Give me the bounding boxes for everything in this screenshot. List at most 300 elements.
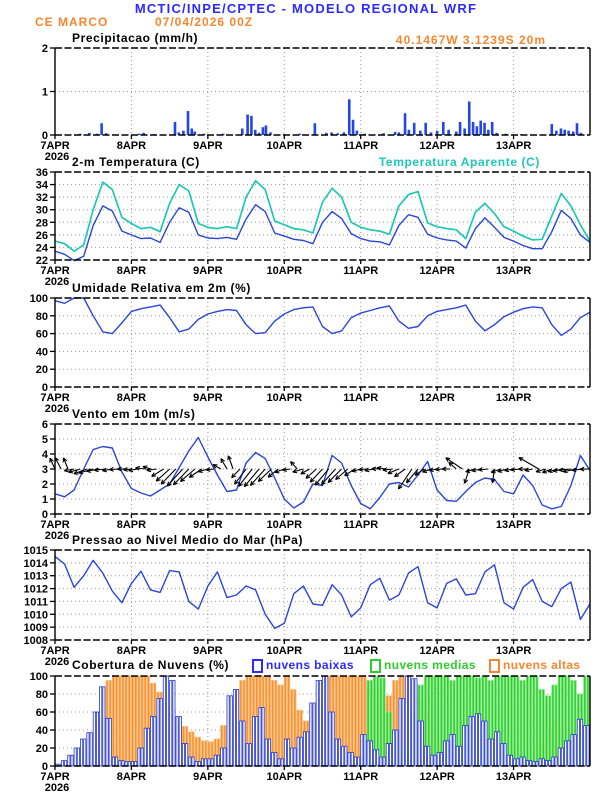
plot-frame bbox=[55, 550, 590, 640]
cloud-bar bbox=[125, 676, 127, 766]
cloud-bar bbox=[539, 690, 541, 767]
precip-bar bbox=[352, 120, 355, 135]
cloud-bar bbox=[469, 717, 471, 767]
cloud-bar bbox=[237, 690, 239, 767]
chart-title-temperature: 2-m Temperatura (C) bbox=[72, 155, 200, 169]
cloud-bar bbox=[466, 726, 468, 767]
cloud-bar bbox=[103, 687, 105, 766]
cloud-bar bbox=[523, 681, 525, 767]
cloud-bar bbox=[256, 717, 258, 767]
wind-vector-head bbox=[446, 458, 450, 459]
cloud-bar bbox=[278, 685, 280, 766]
cloud-bar bbox=[160, 699, 162, 767]
cloud-bar bbox=[517, 759, 519, 766]
cloud-bar bbox=[122, 676, 124, 766]
y-tick-label: 100 bbox=[29, 671, 48, 683]
wind-vector-head bbox=[464, 479, 465, 483]
cloud-bar bbox=[453, 735, 455, 767]
cloud-bar bbox=[434, 755, 436, 766]
cloud-bar bbox=[424, 746, 426, 766]
x-tick-label: 11APR bbox=[343, 519, 379, 531]
cloud-bar bbox=[65, 761, 67, 766]
precip-bar bbox=[550, 124, 553, 135]
y-tick-label: 5 bbox=[41, 434, 48, 446]
precip-bar bbox=[468, 102, 471, 135]
precip-bar bbox=[348, 99, 351, 135]
x-tick-label: 10APR bbox=[266, 519, 303, 531]
cloud-bar bbox=[479, 714, 481, 766]
gridlines bbox=[55, 550, 590, 640]
cloud-bar bbox=[186, 744, 188, 767]
precip-bar bbox=[560, 128, 563, 135]
gridlines bbox=[55, 298, 590, 387]
cloud-bar bbox=[281, 685, 283, 766]
cloud-bar bbox=[151, 717, 153, 767]
cloud-bar bbox=[514, 676, 516, 766]
gridlines bbox=[55, 172, 590, 260]
cloud-bar bbox=[84, 739, 86, 766]
cloud-bar bbox=[370, 741, 372, 766]
cloud-bar bbox=[510, 676, 512, 766]
series-line-press bbox=[55, 556, 590, 628]
x-tick-label: 13APR bbox=[495, 771, 532, 783]
x-tick-label: 11APR bbox=[343, 265, 379, 277]
cloud-bar bbox=[428, 746, 430, 766]
cloud-bar bbox=[555, 685, 557, 766]
plot-frame bbox=[55, 298, 590, 387]
cloud-bar bbox=[380, 678, 382, 766]
cloud-bar bbox=[580, 719, 582, 766]
cloud-bar bbox=[313, 703, 315, 766]
cloud-bar bbox=[310, 703, 312, 766]
cloud-bar bbox=[361, 735, 363, 767]
x-tick-label: 8APR bbox=[116, 265, 147, 277]
cloud-bar bbox=[520, 681, 522, 767]
precip-bar bbox=[314, 123, 317, 135]
cloud-bar bbox=[565, 741, 567, 766]
y-tick-label: 3 bbox=[41, 464, 48, 476]
cloud-bar bbox=[246, 744, 248, 767]
y-axis bbox=[24, 545, 55, 647]
x-tick-label: 8APR bbox=[116, 771, 147, 783]
x-tick-label: 9APR bbox=[193, 140, 223, 152]
cloud-bar bbox=[182, 744, 184, 767]
cloud-bar bbox=[450, 735, 452, 767]
cloud-bar bbox=[533, 676, 535, 766]
cloud-bar bbox=[507, 755, 509, 766]
cloud-bar bbox=[354, 757, 356, 766]
precip-bar bbox=[404, 113, 407, 135]
precip-bar bbox=[413, 123, 416, 135]
y-tick-label: 1012 bbox=[23, 583, 48, 596]
legend-label-low-clouds: nuvens baixas bbox=[266, 658, 354, 672]
cloud-bar bbox=[402, 699, 404, 767]
cloud-bar bbox=[176, 717, 178, 767]
wind-vector-head bbox=[399, 484, 400, 488]
cloud-bar bbox=[514, 759, 516, 766]
cloud-bar bbox=[141, 748, 143, 766]
cloud-bar bbox=[485, 721, 487, 766]
cloud-bar bbox=[262, 708, 264, 767]
precip-bar bbox=[174, 122, 177, 135]
y-tick-label: 40 bbox=[35, 346, 48, 359]
cloud-bar bbox=[444, 741, 446, 766]
x-tick-label: 8APR bbox=[116, 140, 147, 152]
y-tick-label: 2 bbox=[41, 43, 48, 55]
cloud-bar bbox=[116, 757, 118, 766]
cloud-bar bbox=[568, 741, 570, 766]
x-year-label: 2026 bbox=[44, 276, 70, 288]
precip-bar bbox=[576, 123, 579, 135]
precip-bar bbox=[491, 122, 494, 135]
cloud-bar bbox=[415, 679, 417, 766]
cloud-bar bbox=[526, 676, 528, 766]
y-tick-label: 80 bbox=[35, 689, 48, 701]
wind-vector-head bbox=[136, 466, 140, 467]
cloud-bar bbox=[77, 748, 79, 766]
series-line-wind bbox=[55, 438, 590, 509]
legend-apparent-temperature: Temperatura Aparente (C) bbox=[378, 155, 540, 169]
y-tick-label: 1010 bbox=[23, 609, 48, 622]
precip-bar bbox=[138, 134, 141, 135]
cloud-bar bbox=[386, 744, 388, 767]
precip-bar bbox=[408, 130, 411, 135]
y-axis bbox=[36, 167, 55, 267]
cloud-bar bbox=[364, 735, 366, 767]
x-axis bbox=[40, 514, 531, 542]
x-tick-label: 12APR bbox=[419, 771, 455, 783]
cloud-bar bbox=[329, 712, 331, 766]
cloud-bar bbox=[501, 744, 503, 767]
cloud-bar bbox=[584, 726, 586, 767]
x-tick-label: 13APR bbox=[495, 265, 532, 277]
cloud-bar bbox=[163, 676, 165, 766]
precipitation-bars bbox=[79, 99, 582, 135]
precip-bar bbox=[241, 128, 244, 135]
chart-title-wind: Vento em 10m (m/s) bbox=[72, 407, 196, 421]
cloud-bar bbox=[323, 676, 325, 766]
y-tick-label: 1 bbox=[41, 494, 48, 506]
cloud-bar bbox=[358, 676, 360, 766]
cloud-bar bbox=[507, 676, 509, 766]
precip-bar bbox=[262, 127, 265, 135]
legend-label-mid-clouds: nuvens medias bbox=[384, 658, 476, 672]
cloud-bar bbox=[122, 761, 124, 766]
series-line-temp bbox=[55, 181, 590, 251]
cloud-bar bbox=[90, 733, 92, 766]
x-year-label: 2026 bbox=[44, 782, 70, 792]
cloud-bar bbox=[431, 755, 433, 766]
cloud-bar bbox=[475, 714, 477, 766]
cloud-bar bbox=[119, 676, 121, 766]
cloud-bar bbox=[498, 732, 500, 766]
cloud-bar bbox=[211, 759, 213, 766]
cloud-bar bbox=[287, 739, 289, 766]
y-tick-label: 30 bbox=[35, 204, 48, 217]
x-tick-label: 8APR bbox=[116, 645, 147, 657]
cloud-bar bbox=[96, 712, 98, 766]
station-location: 40.1467W 3.1239S 20m bbox=[395, 33, 546, 47]
cloud-bar bbox=[418, 721, 420, 766]
precip-bar bbox=[479, 121, 482, 135]
cloud-bar bbox=[87, 733, 89, 766]
y-axis bbox=[30, 671, 55, 773]
cloud-bar bbox=[510, 755, 512, 766]
cloud-bar bbox=[342, 746, 344, 766]
cloud-bar bbox=[307, 732, 309, 766]
cloud-bar bbox=[224, 748, 226, 766]
cloud-bar bbox=[243, 721, 245, 766]
cloud-bar bbox=[112, 676, 114, 766]
cloud-bar bbox=[552, 757, 554, 766]
cloud-bar bbox=[405, 676, 407, 766]
cloud-bar bbox=[408, 676, 410, 766]
x-tick-label: 8APR bbox=[116, 519, 147, 531]
cloud-bar bbox=[348, 753, 350, 767]
cloud-bar bbox=[549, 696, 551, 766]
cloud-bar bbox=[326, 676, 328, 766]
cloud-bar bbox=[332, 712, 334, 766]
cloud-bar bbox=[68, 755, 70, 766]
x-axis bbox=[40, 135, 531, 163]
cloud-bar bbox=[529, 676, 531, 766]
y-tick-label: 1009 bbox=[23, 622, 48, 635]
x-tick-label: 7APR bbox=[40, 265, 70, 277]
x-tick-label: 13APR bbox=[495, 519, 532, 531]
cloud-bar bbox=[393, 730, 395, 766]
wind-vector bbox=[235, 469, 246, 484]
precip-bar bbox=[100, 123, 103, 135]
precip-bar bbox=[463, 128, 466, 135]
precip-bar bbox=[472, 122, 475, 135]
cloud-bar bbox=[383, 757, 385, 766]
cloud-bar bbox=[542, 759, 544, 766]
cloud-bar bbox=[116, 676, 118, 766]
panel-press bbox=[24, 545, 590, 668]
cloud-bar bbox=[571, 735, 573, 767]
wind-vector bbox=[406, 469, 418, 483]
precip-bar bbox=[246, 115, 249, 135]
cloud-bar bbox=[491, 739, 493, 766]
cloud-bar bbox=[558, 748, 560, 766]
y-tick-label: 34 bbox=[35, 179, 48, 192]
x-tick-label: 9APR bbox=[193, 519, 223, 531]
x-tick-label: 7APR bbox=[40, 771, 70, 783]
x-tick-label: 9APR bbox=[193, 645, 223, 657]
cloud-bar bbox=[112, 757, 114, 766]
x-tick-label: 11APR bbox=[343, 392, 379, 404]
cloud-bar bbox=[100, 687, 102, 766]
cloud-bar bbox=[434, 676, 436, 766]
cloud-bar bbox=[587, 726, 589, 767]
cloud-bar bbox=[358, 757, 360, 766]
cloud-bar bbox=[233, 690, 235, 767]
wind-vector-head bbox=[377, 466, 381, 467]
cloud-bar bbox=[252, 717, 254, 767]
x-tick-label: 10APR bbox=[266, 265, 303, 277]
y-tick-label: 20 bbox=[35, 743, 48, 755]
y-tick-label: 4 bbox=[41, 449, 48, 461]
cloud-bar bbox=[345, 746, 347, 766]
series-line-temp bbox=[55, 205, 590, 261]
cloud-bar bbox=[259, 708, 261, 767]
y-tick-label: 1008 bbox=[23, 635, 48, 647]
cloud-bar bbox=[529, 761, 531, 766]
cloud-bar bbox=[316, 681, 318, 767]
x-tick-label: 10APR bbox=[266, 771, 303, 783]
cloud-bar bbox=[71, 755, 73, 766]
cloud-bar bbox=[523, 757, 525, 766]
y-tick-label: 26 bbox=[35, 229, 48, 242]
cloud-bar bbox=[545, 761, 547, 766]
cloud-bar bbox=[294, 748, 296, 766]
precip-bar bbox=[483, 123, 486, 135]
y-tick-label: 0 bbox=[41, 382, 48, 394]
y-tick-label: 100 bbox=[29, 293, 48, 305]
y-tick-label: 20 bbox=[35, 364, 48, 377]
cloud-bar bbox=[389, 744, 391, 767]
cloud-bar bbox=[526, 761, 528, 766]
x-tick-label: 13APR bbox=[495, 645, 532, 657]
x-tick-label: 8APR bbox=[116, 392, 147, 404]
cloud-bar bbox=[520, 757, 522, 766]
cloud-bar bbox=[278, 759, 280, 766]
cloud-bar bbox=[482, 721, 484, 766]
cloud-bar bbox=[447, 741, 449, 766]
x-tick-label: 10APR bbox=[266, 392, 303, 404]
x-tick-label: 7APR bbox=[40, 392, 70, 404]
cloud-bar bbox=[291, 748, 293, 766]
cloud-bar bbox=[437, 753, 439, 767]
cloud-bar bbox=[173, 681, 175, 767]
cloud-bar bbox=[265, 739, 267, 766]
y-axis bbox=[30, 293, 55, 394]
cloud-bar bbox=[80, 739, 82, 766]
panel-temp bbox=[36, 167, 590, 288]
cloud-bar bbox=[128, 676, 130, 766]
cloud-bar bbox=[380, 757, 382, 766]
cloud-bar bbox=[135, 676, 137, 766]
y-tick-label: 0 bbox=[41, 761, 48, 773]
x-tick-label: 10APR bbox=[266, 140, 303, 152]
cloud-bar bbox=[431, 676, 433, 766]
cloud-bar bbox=[494, 732, 496, 766]
y-tick-label: 36 bbox=[35, 167, 48, 179]
x-tick-label: 9APR bbox=[193, 771, 223, 783]
cloud-bar bbox=[275, 753, 277, 767]
x-year-label: 2026 bbox=[44, 530, 70, 542]
cloud-bar bbox=[561, 748, 563, 766]
y-tick-label: 22 bbox=[35, 255, 48, 267]
y-tick-label: 1 bbox=[41, 86, 48, 99]
cloud-bar bbox=[472, 717, 474, 767]
cloud-bar bbox=[272, 753, 274, 767]
cloud-bar bbox=[335, 739, 337, 766]
wind-vector bbox=[156, 469, 169, 481]
cloud-bar bbox=[517, 676, 519, 766]
cloud-bar bbox=[399, 699, 401, 767]
cloud-bar bbox=[166, 676, 168, 766]
cloud-bar bbox=[297, 737, 299, 766]
series-line-hum bbox=[55, 298, 590, 335]
cloud-bar bbox=[396, 730, 398, 766]
cloud-bar bbox=[249, 744, 251, 767]
panel-cloud bbox=[30, 671, 590, 792]
chart-title-humidity: Umidade Relativa em 2m (%) bbox=[72, 281, 251, 295]
x-tick-label: 11APR bbox=[343, 771, 379, 783]
cloud-bar bbox=[240, 721, 242, 766]
cloud-bar bbox=[74, 748, 76, 766]
x-tick-label: 7APR bbox=[40, 519, 70, 531]
panel-precip bbox=[40, 43, 590, 163]
y-axis bbox=[42, 43, 55, 142]
cloud-bar bbox=[412, 679, 414, 766]
wind-vector-head bbox=[143, 466, 147, 467]
cloud-bar bbox=[555, 757, 557, 766]
cloud-bar bbox=[319, 681, 321, 767]
cloud-bar bbox=[542, 690, 544, 767]
cloud-bar bbox=[144, 728, 146, 766]
cloud-bar bbox=[377, 750, 379, 766]
precip-bar bbox=[442, 122, 445, 135]
x-year-label: 2026 bbox=[44, 656, 70, 668]
cloud-bar bbox=[221, 748, 223, 766]
x-axis bbox=[40, 640, 531, 668]
cloud-bar bbox=[367, 741, 369, 766]
cloud-bar bbox=[552, 685, 554, 766]
chart-title-pressure: Pressao ao Nivel Medio do Mar (hPa) bbox=[72, 533, 304, 547]
precip-bar bbox=[563, 130, 566, 135]
chart-title-precipitation: Precipitacao (mm/h) bbox=[72, 31, 199, 45]
cloud-bar bbox=[284, 739, 286, 766]
cloud-bar bbox=[217, 755, 219, 766]
cloud-bar bbox=[109, 718, 111, 766]
y-tick-label: 60 bbox=[35, 707, 48, 719]
precip-bar bbox=[187, 111, 190, 135]
cloud-bar bbox=[106, 718, 108, 766]
x-tick-label: 12APR bbox=[419, 645, 455, 657]
cloud-bar bbox=[549, 761, 551, 766]
x-tick-label: 13APR bbox=[495, 140, 532, 152]
y-tick-label: 0 bbox=[41, 130, 48, 142]
precip-bar bbox=[424, 123, 427, 135]
y-tick-label: 28 bbox=[35, 217, 48, 230]
cloud-bar bbox=[131, 676, 133, 766]
x-tick-label: 9APR bbox=[193, 265, 223, 277]
y-tick-label: 0 bbox=[41, 509, 48, 521]
wind-vector bbox=[310, 469, 322, 482]
cloud-bar bbox=[93, 712, 95, 766]
x-tick-label: 12APR bbox=[419, 519, 455, 531]
x-axis bbox=[40, 260, 531, 288]
cloud-bar bbox=[189, 757, 191, 766]
run-datetime: 07/04/2026 00Z bbox=[155, 15, 254, 29]
y-tick-label: 32 bbox=[35, 192, 48, 205]
cloud-bar bbox=[456, 746, 458, 766]
x-tick-label: 11APR bbox=[343, 645, 379, 657]
cloud-bar bbox=[300, 737, 302, 766]
cloud-bar bbox=[227, 696, 229, 766]
plot-frame bbox=[55, 172, 590, 260]
cloud-bar bbox=[539, 759, 541, 766]
legend-label-high-clouds: nuvens altas bbox=[503, 658, 581, 672]
cloud-bar bbox=[459, 746, 461, 766]
y-tick-label: 1011 bbox=[24, 596, 48, 609]
station-id: CE MARCO bbox=[35, 15, 109, 29]
page-title: MCTIC/INPE/CPTEC - MODELO REGIONAL WRF bbox=[134, 1, 478, 16]
cloud-bar bbox=[440, 753, 442, 767]
x-tick-label: 9APR bbox=[193, 392, 223, 404]
